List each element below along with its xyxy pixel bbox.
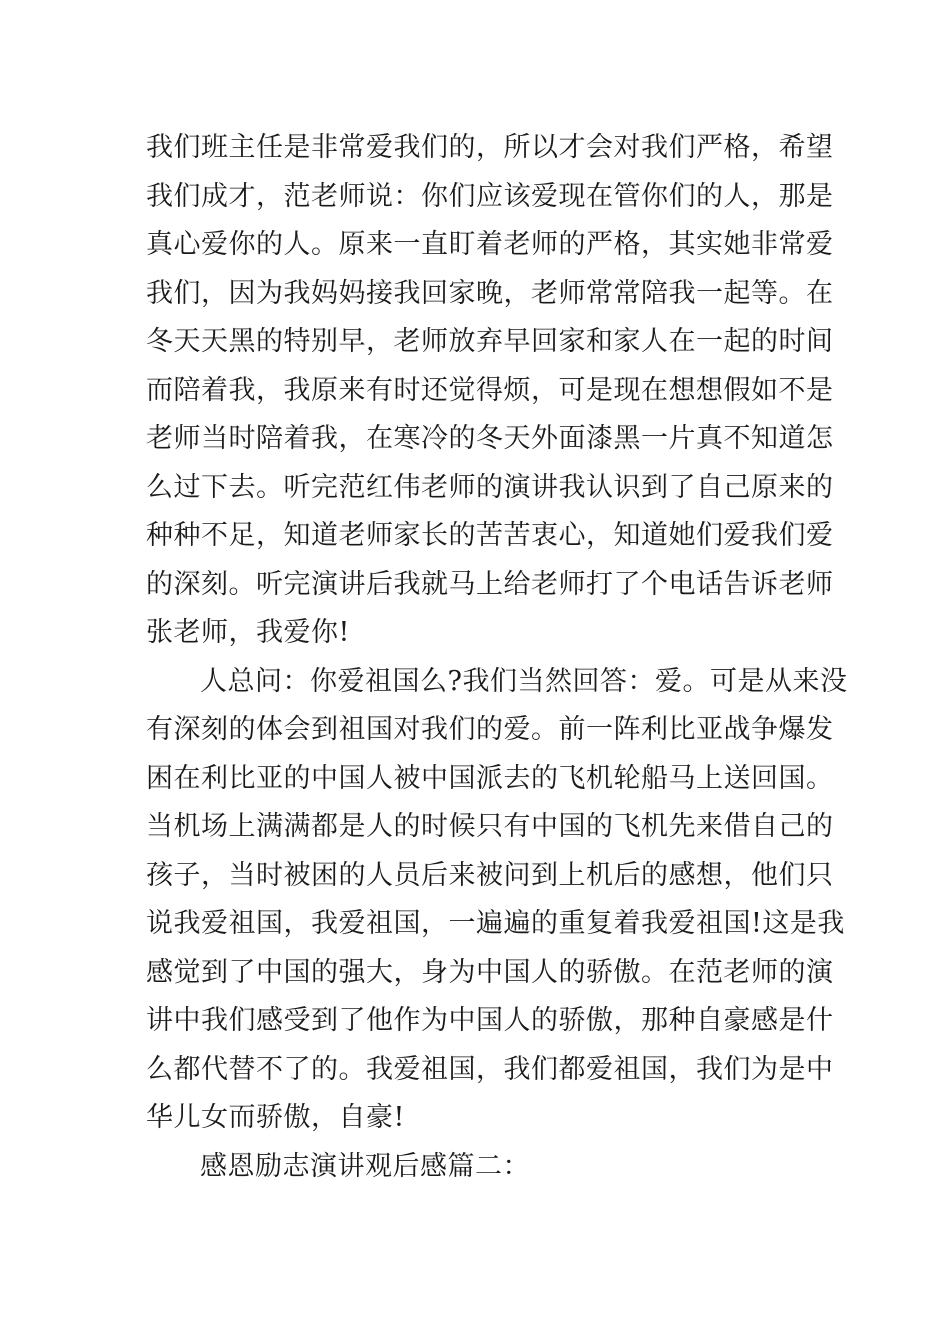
paragraph-line: 我们，因为我妈妈接我回家晚，老师常常陪我一起等。在 — [146, 277, 834, 309]
paragraph-line: 人总问：你爱祖国么?我们当然回答：爱。可是从来没 — [200, 665, 848, 697]
paragraph-line: 么都代替不了的。我爱祖国，我们都爱祖国，我们为是中 — [146, 1053, 834, 1085]
paragraph-line: 感觉到了中国的强大，身为中国人的骄傲。在范老师的演 — [146, 956, 834, 988]
section-heading: 感恩励志演讲观后感篇二： — [200, 1150, 530, 1182]
paragraph-line: 老师当时陪着我，在寒冷的冬天外面漆黑一片真不知道怎 — [146, 423, 834, 454]
paragraph-line: 种种不足，知道老师家长的苦苦衷心，知道她们爱我们爱 — [146, 520, 834, 551]
paragraph-2 — [146, 658, 848, 1143]
paragraph-line: 我们班主任是非常爱我们的，所以才会对我们严格，希望 — [146, 132, 834, 163]
paragraph-line: 么过下去。听完范红伟老师的演讲我认识到了自己原来的 — [146, 471, 834, 503]
paragraph-line: 真心爱你的人。原来一直盯着老师的严格，其实她非常爱 — [146, 229, 834, 260]
paragraph-line: 而陪着我，我原来有时还觉得烦，可是现在想想假如不是 — [146, 374, 834, 406]
paragraph-line: 孩子，当时被困的人员后来被问到上机后的感想，他们只 — [146, 859, 834, 891]
paragraph-line: 讲中我们感受到了他作为中国人的骄傲，那种自豪感是什 — [146, 1005, 834, 1036]
paragraph-line: 的深刻。听完演讲后我就马上给老师打了个电话告诉老师 — [146, 568, 834, 600]
paragraph-line: 有深刻的体会到祖国对我们的爱。前一阵利比亚战争爆发 — [146, 714, 834, 745]
paragraph-line: 我们成才，范老师说：你们应该爱现在管你们的人，那是 — [146, 180, 834, 212]
section-heading-block — [146, 1143, 826, 1192]
paragraph-line: 华儿女而骄傲，自豪! — [146, 1102, 405, 1133]
paragraph-line: 当机场上满满都是人的时候只有中国的飞机先来借自己的 — [146, 811, 834, 842]
paragraph-line: 冬天天黑的特别早，老师放弃早回家和家人在一起的时间 — [146, 326, 834, 357]
paragraph-1 — [146, 124, 834, 658]
paragraph-line: 说我爱祖国，我爱祖国，一遍遍的重复着我爱祖国!这是我 — [146, 908, 845, 939]
document-body — [146, 124, 848, 1191]
paragraph-line: 困在利比亚的中国人被中国派去的飞机轮船马上送回国。 — [146, 762, 834, 794]
paragraph-line: 张老师，我爱你! — [146, 617, 350, 648]
